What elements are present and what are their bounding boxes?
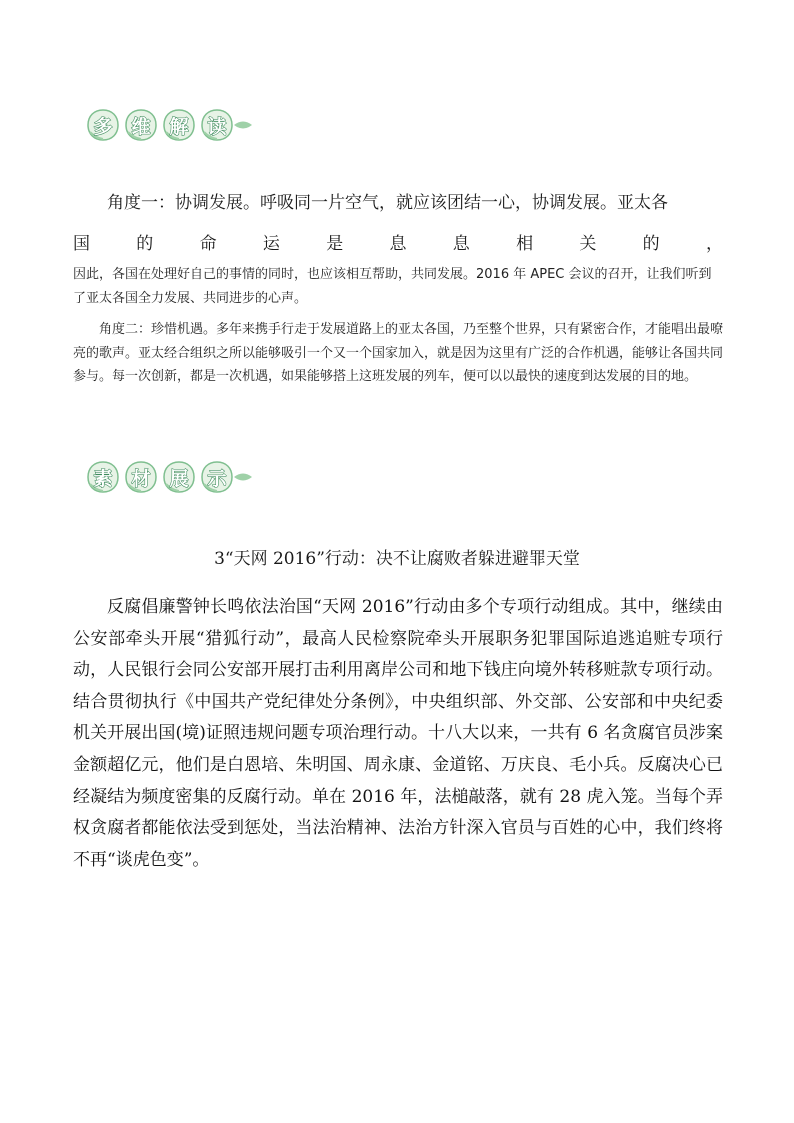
header-badge — [86, 460, 120, 494]
header-char: 维 — [131, 115, 151, 138]
article-body: 反腐倡廉警钟长鸣依法治国“天网 2016”行动由多个专项行动组成。其中，继续由公安部牵头开展“猎狐行动”，最高人民检察院牵头开展职务犯罪国际追逃追赃专项行动，人民银行会同公安部开展打击利用离岸公司和地下钱庄向境外转移赃款专项行动。结合贯彻执行《中国共产党纪律处分条例》，中央组织部、外交部、公安部和中央纪委机关开展出国(境)证照违规问题专项治理行动。十八大以来，一共有 6 名贪腐官员涉案金额超亿元，他们是白恩培、朱明国、周永康、金道铭、万庆良、毛小兵。反腐决心已经凝结为频度密集的反腐行动。单在 2016 年，法槌敲落，就有 28 虎入笼。当每个弄权贪腐者都能依法受到惩处，当法治精神、法治方针深入官员与百姓的心中，我们终将不再“谈虎色变”。 — [73, 597, 723, 870]
header-char: 素 — [93, 467, 113, 490]
spread-char: 运 — [262, 234, 280, 254]
spread-char: 关 — [579, 234, 597, 254]
article-title: 3“天网 2016”行动：决不让腐败者躲进避罪天堂 — [214, 549, 580, 569]
header-badge — [162, 460, 196, 494]
header-badge — [200, 460, 234, 494]
header-badge — [200, 108, 234, 142]
header-char: 解 — [169, 115, 189, 138]
section-header-materials — [86, 460, 252, 494]
spread-char: 命 — [199, 234, 217, 254]
header-char: 读 — [207, 115, 227, 138]
header-char: 展 — [169, 467, 189, 490]
header-badge — [86, 108, 120, 142]
spread-char: 息 — [389, 234, 407, 254]
spread-char: 是 — [326, 234, 344, 254]
para1-line1 — [73, 187, 723, 219]
spread-char: 息 — [452, 234, 470, 254]
para1-line3: 因此，各国在处理好自己的事情的同时，也应该相互帮助，共同发展。2016 年 APEC 会议的召开，让我们听到了亚太各国全力发展、共同进步的心声。 — [73, 267, 712, 306]
spread-char: 相 — [516, 234, 534, 254]
leaf-decoration-icon — [234, 472, 252, 482]
para1-line2 — [73, 229, 723, 254]
header-badge — [162, 108, 196, 142]
header-char: 多 — [93, 115, 113, 138]
spread-char: 的 — [136, 234, 154, 254]
header-char: 示 — [207, 467, 227, 490]
header-badge — [124, 108, 158, 142]
leaf-decoration-icon — [234, 120, 252, 130]
para2: 角度二：珍惜机遇。多年来携手行走于发展道路上的亚太各国，乃至整个世界，只有紧密合作，才能唱出最嘹亮的歌声。亚太经合组织之所以能够吸引一个又一个国家加入，就是因为这里有广泛的合作机遇，能够让各国共同参与。每一次创新，都是一次机遇，如果能够搭上这班发展的列车，便可以以最快的速度到达发展的目的地。 — [73, 322, 724, 384]
header-char: 材 — [131, 467, 151, 490]
spread-char: 国 — [73, 234, 90, 254]
spread-char: ， — [705, 234, 723, 254]
section-header-interpretation — [86, 108, 252, 142]
header-badge — [124, 460, 158, 494]
spread-char: 的 — [642, 234, 660, 254]
para1-line1-text: 角度一：协调发展。呼吸同一片空气，就应该团结一心，协调发展。亚太各 — [107, 193, 668, 213]
